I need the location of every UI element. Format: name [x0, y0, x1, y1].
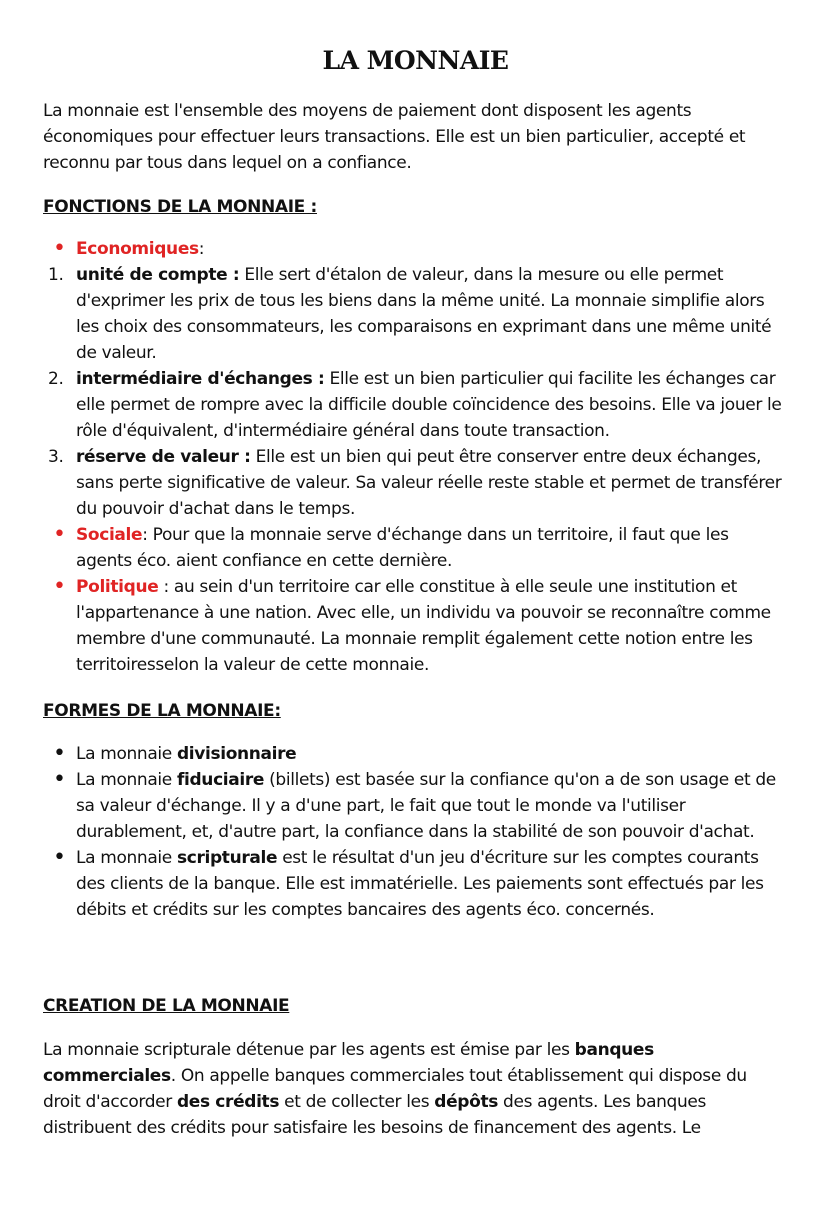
intro-paragraph: La monnaie est l'ensemble des moyens de paiement dont disposent les agents économiques pour effectuer leurs transactions. Elle est un bien particulier, accepté et reconnu par tous dans lequel on a confiance. [43, 101, 746, 173]
item-text: La monnaie [76, 848, 177, 868]
heading-fonctions: FONCTIONS DE LA MONNAIE : [43, 197, 317, 217]
item-number: 3. [48, 447, 64, 467]
item-text: (billets) est basée sur la confiance qu'on a de son usage et de sa valeur d'échange. Il y a d'une part, le fait que tout le monde va l'utiliser durablement, et, d'autre part, la confiance dans la stabilité de son pouvoir d'achat. [76, 770, 776, 842]
list-item [43, 845, 788, 923]
bold-run: banques commerciales [43, 1040, 654, 1086]
list-item [43, 741, 788, 767]
bullet-icon: • [53, 522, 66, 547]
item-text: La monnaie [76, 744, 177, 764]
text-run: et de collecter les [279, 1092, 435, 1112]
list-item-sociale [43, 522, 788, 574]
numbered-item [43, 262, 788, 366]
fonctions-list [43, 236, 788, 678]
formes-list [43, 741, 788, 923]
item-term: unité de compte : [76, 265, 240, 285]
item-text: Elle est un bien qui peut être conserver entre deux échanges, sans perte significative de valeur. Sa valeur réelle reste stable et permet de transférer du pouvoir d'achat dans le temps. [76, 447, 782, 519]
item-text: Elle est un bien particulier qui facilite les échanges car elle permet de rompre avec la difficile double coïncidence des besoins. Elle va jouer le rôle d'équivalent, d'intermédiaire général dans toute transaction. [76, 369, 782, 441]
bullet-icon: • [53, 741, 66, 766]
bold-run: dépôts [434, 1092, 498, 1112]
item-text: : au sein d'un territoire car elle constitue à elle seule une institution et l'appartenance à une nation. Avec elle, un individu va pouvoir se reconnaître comme membre d'une communauté. La monnaie remplit également cette notion entre les territoiresselon la valeur de cette monnaie. [76, 577, 771, 675]
item-text: La monnaie [76, 770, 177, 790]
text-run: La monnaie scripturale détenue par les agents est émise par les [43, 1040, 575, 1060]
list-item [43, 767, 788, 845]
bullet-icon: • [53, 236, 66, 261]
item-term: scripturale [176, 848, 278, 868]
heading-formes: FORMES DE LA MONNAIE: [43, 701, 281, 721]
item-number: 1. [48, 265, 64, 285]
creation-paragraph [43, 1037, 788, 1141]
label-suffix: : [198, 239, 205, 259]
numbered-item [43, 444, 788, 522]
page-title: LA MONNAIE [322, 46, 509, 75]
label-sociale: Sociale [76, 525, 143, 545]
text-run: . On appelle banques commerciales tout établissement qui dispose du droit d'accorder [43, 1066, 747, 1112]
list-item-economiques [43, 236, 788, 262]
label-politique: Politique [76, 577, 159, 597]
list-item-politique [43, 574, 788, 678]
bullet-icon: • [53, 767, 66, 792]
bullet-icon: • [53, 574, 66, 599]
item-number: 2. [48, 369, 64, 389]
bullet-icon: • [53, 845, 66, 870]
bold-run: des crédits [176, 1092, 280, 1112]
item-term: réserve de valeur : [76, 447, 251, 467]
heading-creation: CREATION DE LA MONNAIE [43, 996, 290, 1016]
item-text: Elle sert d'étalon de valeur, dans la mesure ou elle permet d'exprimer les prix de tous les biens dans la même unité. La monnaie simplifie alors les choix des consommateurs, les comparaisons en exprimant dans une même unité de valeur. [76, 265, 772, 363]
item-text: : Pour que la monnaie serve d'échange dans un territoire, il faut que les agents éco. aient confiance en cette dernière. [76, 525, 729, 571]
item-term: fiduciaire [176, 770, 265, 790]
item-term: divisionnaire [176, 744, 297, 764]
numbered-item [43, 366, 788, 444]
item-term: intermédiaire d'échanges : [76, 369, 325, 389]
label-economiques: Economiques [76, 239, 199, 259]
item-text: est le résultat d'un jeu d'écriture sur les comptes courants des clients de la banque. Elle est immatérielle. Les paiements sont effectués par les débits et crédits sur les comptes bancaires des agents éco. concernés. [76, 848, 764, 920]
text-run: des agents. Les banques distribuent des crédits pour satisfaire les besoins de financement des agents. Le [43, 1092, 707, 1138]
